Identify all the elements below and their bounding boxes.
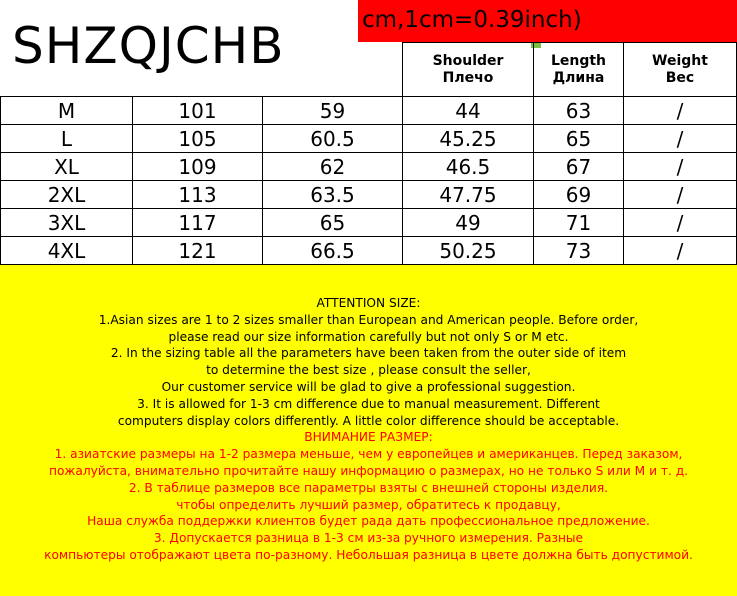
- table-cell: /: [624, 237, 737, 265]
- table-row: [1, 97, 737, 125]
- table-cell: 71: [534, 209, 624, 237]
- table-cell: 62: [263, 153, 403, 181]
- table-cell: 105: [133, 125, 263, 153]
- table-row: [1, 153, 737, 181]
- table-row: [1, 209, 737, 237]
- table-cell: 47.75: [403, 181, 534, 209]
- notice-line-en: 3. It is allowed for 1-3 cm difference due to manual measurement. Different: [137, 396, 600, 411]
- banner-text: cm,1cm=0.39inch): [362, 7, 582, 33]
- notice-line-ru: пожалуйста, внимательно прочитайте нашу информацию о размерах, но не только S или M и т. д.: [48, 463, 689, 478]
- notice-line-en: to determine the best size , please consult the seller,: [206, 363, 531, 378]
- table-cell: XL: [1, 153, 133, 181]
- table-cell: 69: [534, 181, 624, 209]
- notice-line-ru: 1. азиатские размеры на 1-2 размера меньше, чем у европейцев и американцев. Перед заказом,: [54, 447, 683, 462]
- table-cell: /: [624, 209, 737, 237]
- table-cell: 2XL: [1, 181, 133, 209]
- table-cell: 65: [534, 125, 624, 153]
- table-cell: /: [624, 153, 737, 181]
- notice-line-ru: Наша служба поддержки клиентов будет рада дать профессиональное предложение.: [87, 514, 650, 529]
- header-weight: Weight Вес: [624, 43, 737, 97]
- table-cell: 60.5: [263, 125, 403, 153]
- notice-line-en: computers display colors differently. A little color difference should be acceptable.: [117, 413, 620, 428]
- notice-heading-en: ATTENTION SIZE:: [316, 296, 421, 310]
- notice-line-en: 1.Asian sizes are 1 to 2 sizes smaller than European and American people. Before order,: [98, 312, 639, 327]
- table-cell: 3XL: [1, 209, 133, 237]
- table-cell: 101: [133, 97, 263, 125]
- table-cell: 117: [133, 209, 263, 237]
- notice-line-ru: 3. Допускается разница в 1-3 см из-за ручного измерения. Разные: [153, 531, 584, 546]
- table-cell: 45.25: [403, 125, 534, 153]
- notice-heading-ru: ВНИМАНИЕ РАЗМЕР:: [304, 430, 433, 445]
- table-cell: 63.5: [263, 181, 403, 209]
- table-row: [1, 237, 737, 265]
- header-shoulder: Shoulder Плечо: [403, 43, 534, 97]
- table-cell: 121: [133, 237, 263, 265]
- table-cell: /: [624, 181, 737, 209]
- table-cell: 50.25: [403, 237, 534, 265]
- table-cell: 73: [534, 237, 624, 265]
- table-cell: L: [1, 125, 133, 153]
- table-row: [1, 181, 737, 209]
- header-length: Length Длина: [534, 43, 624, 97]
- table-cell: 109: [133, 153, 263, 181]
- table-cell: 4XL: [1, 237, 133, 265]
- notice-text: [0, 295, 737, 564]
- table-cell: /: [624, 125, 737, 153]
- table-cell: M: [1, 97, 133, 125]
- notice-line-ru: чтобы определить лучший размер, обратитесь к продавцу,: [176, 497, 561, 512]
- table-cell: 65: [263, 209, 403, 237]
- notice-line-en: 2. In the sizing table all the parameters have been taken from the outer side of item: [110, 346, 627, 361]
- table-cell: 59: [263, 97, 403, 125]
- notice-line-ru: компьютеры отображают цвета по-разному. Небольшая разница в цвете должна быть допустимой.: [44, 547, 693, 562]
- table-cell: 46.5: [403, 153, 534, 181]
- table-row: [1, 125, 737, 153]
- table-cell: 113: [133, 181, 263, 209]
- table-cell: /: [624, 97, 737, 125]
- table-cell: 66.5: [263, 237, 403, 265]
- table-cell: 44: [403, 97, 534, 125]
- brand-logo-text: SHZQJCHB: [12, 17, 285, 75]
- notice-line-en: Our customer service will be glad to give a professional suggestion.: [161, 379, 576, 394]
- table-cell: 67: [534, 153, 624, 181]
- size-notice-panel: [0, 265, 737, 596]
- table-cell: 49: [403, 209, 534, 237]
- notice-line-en: please read our size information carefully but not only S or M etc.: [168, 329, 569, 344]
- table-cell: 63: [534, 97, 624, 125]
- brand-watermark: [0, 0, 358, 96]
- notice-line-ru: 2. В таблице размеров все параметры взяты с внешней стороны изделия.: [128, 480, 609, 495]
